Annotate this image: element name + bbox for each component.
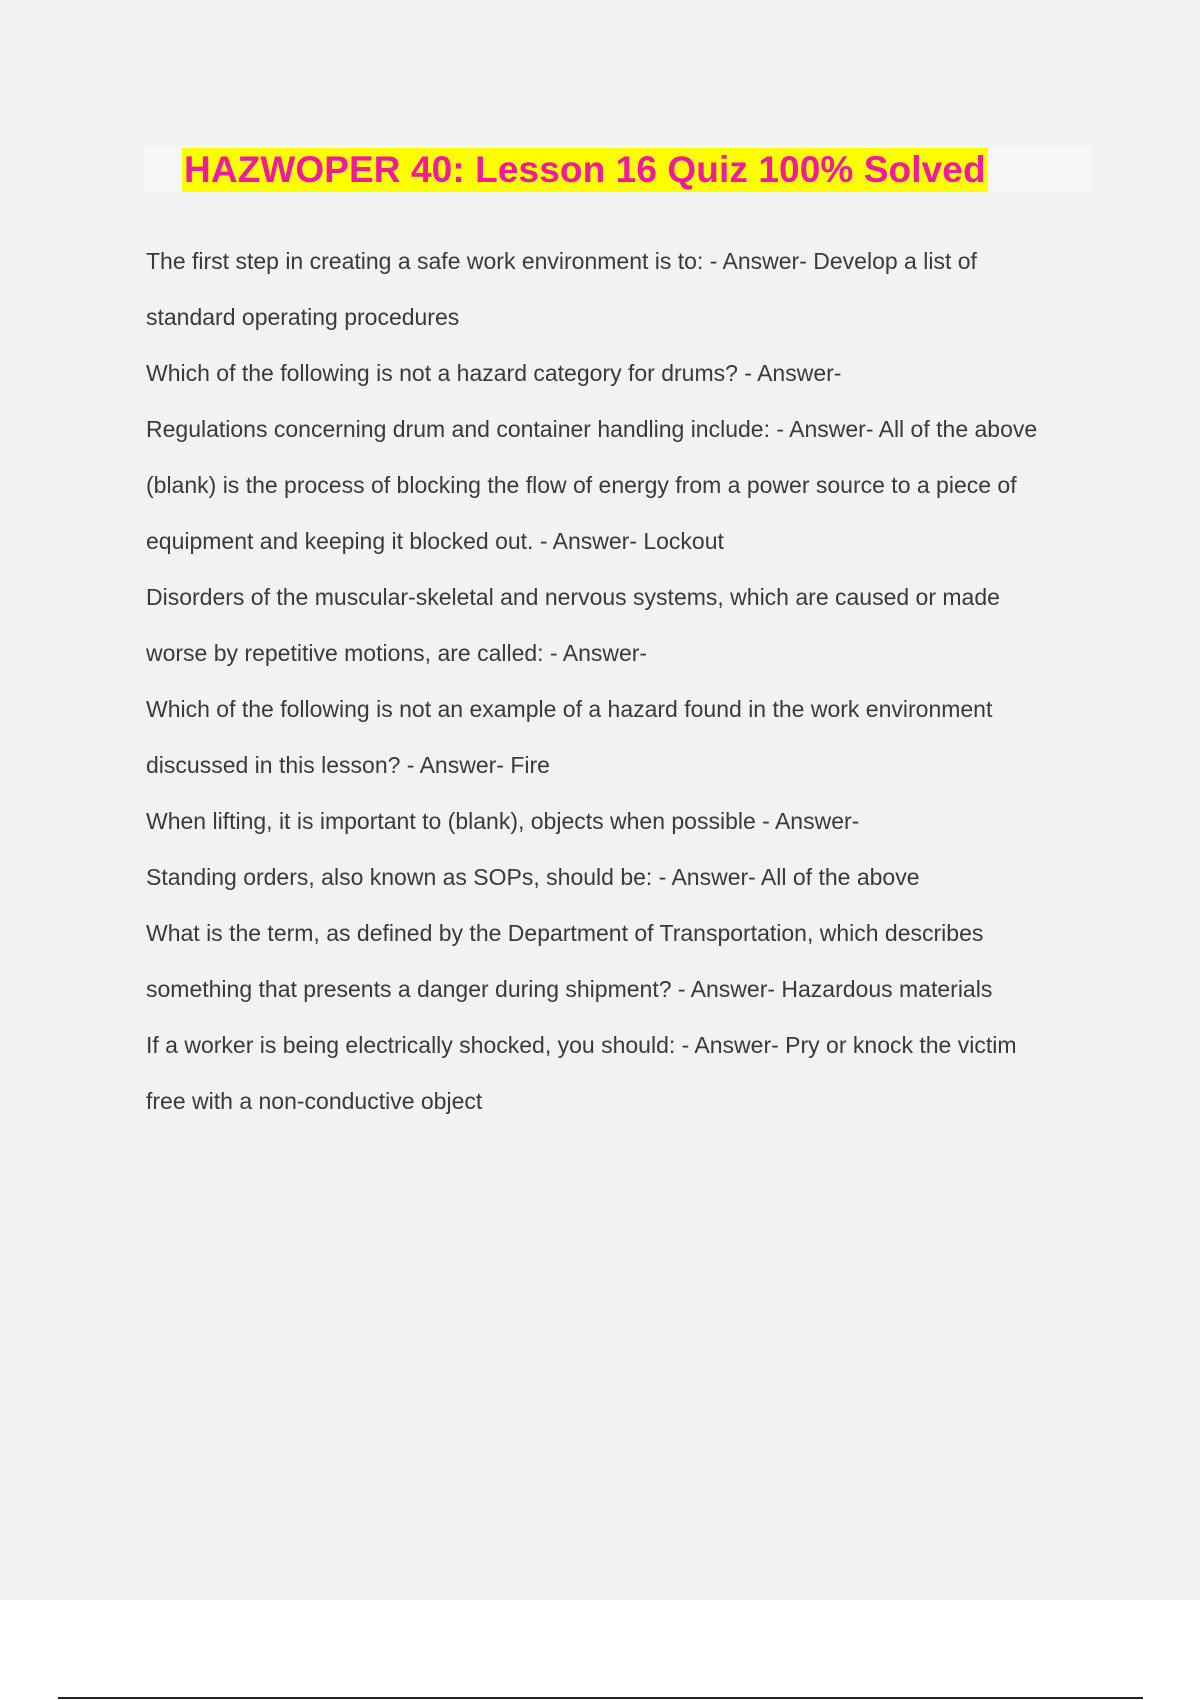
qa-item	[146, 569, 1096, 681]
qa-line: standard operating procedures	[146, 304, 460, 330]
document-title: HAZWOPER 40: Lesson 16 Quiz 100% Solved	[184, 149, 986, 190]
qa-list	[146, 233, 1096, 1129]
qa-line: something that presents a danger during shipment? - Answer- Hazardous materials	[146, 976, 993, 1002]
qa-line: If a worker is being electrically shocked, you should: - Answer- Pry or knock the victim	[146, 1032, 1017, 1058]
qa-item	[146, 345, 1096, 401]
qa-line: Disorders of the muscular-skeletal and nervous systems, which are caused or made	[146, 584, 1000, 610]
qa-line: Which of the following is not a hazard category for drums? - Answer-	[146, 360, 842, 386]
qa-item	[146, 905, 1096, 1017]
qa-line: (blank) is the process of blocking the flow of energy from a power source to a piece of	[146, 472, 1017, 498]
qa-line: Regulations concerning drum and container handling include: - Answer- All of the above	[146, 416, 1038, 442]
qa-item	[146, 849, 1096, 905]
qa-line: equipment and keeping it blocked out. - Answer- Lockout	[146, 528, 724, 554]
qa-line: When lifting, it is important to (blank), objects when possible - Answer-	[146, 808, 860, 834]
qa-line: What is the term, as defined by the Department of Transportation, which describes	[146, 920, 984, 946]
qa-item	[146, 1017, 1096, 1129]
qa-line: worse by repetitive motions, are called: - Answer-	[146, 640, 648, 666]
qa-item	[146, 681, 1096, 793]
footer-divider	[58, 1697, 1143, 1699]
qa-item	[146, 401, 1096, 457]
qa-line: free with a non-conductive object	[146, 1088, 483, 1114]
qa-line: discussed in this lesson? - Answer- Fire	[146, 752, 550, 778]
qa-item	[146, 233, 1096, 345]
qa-line: The first step in creating a safe work environment is to: - Answer- Develop a list of	[146, 248, 977, 274]
qa-line: Which of the following is not an example of a hazard found in the work environment	[146, 696, 993, 722]
qa-item	[146, 793, 1096, 849]
qa-item	[146, 457, 1096, 569]
qa-line: Standing orders, also known as SOPs, should be: - Answer- All of the above	[146, 864, 920, 890]
